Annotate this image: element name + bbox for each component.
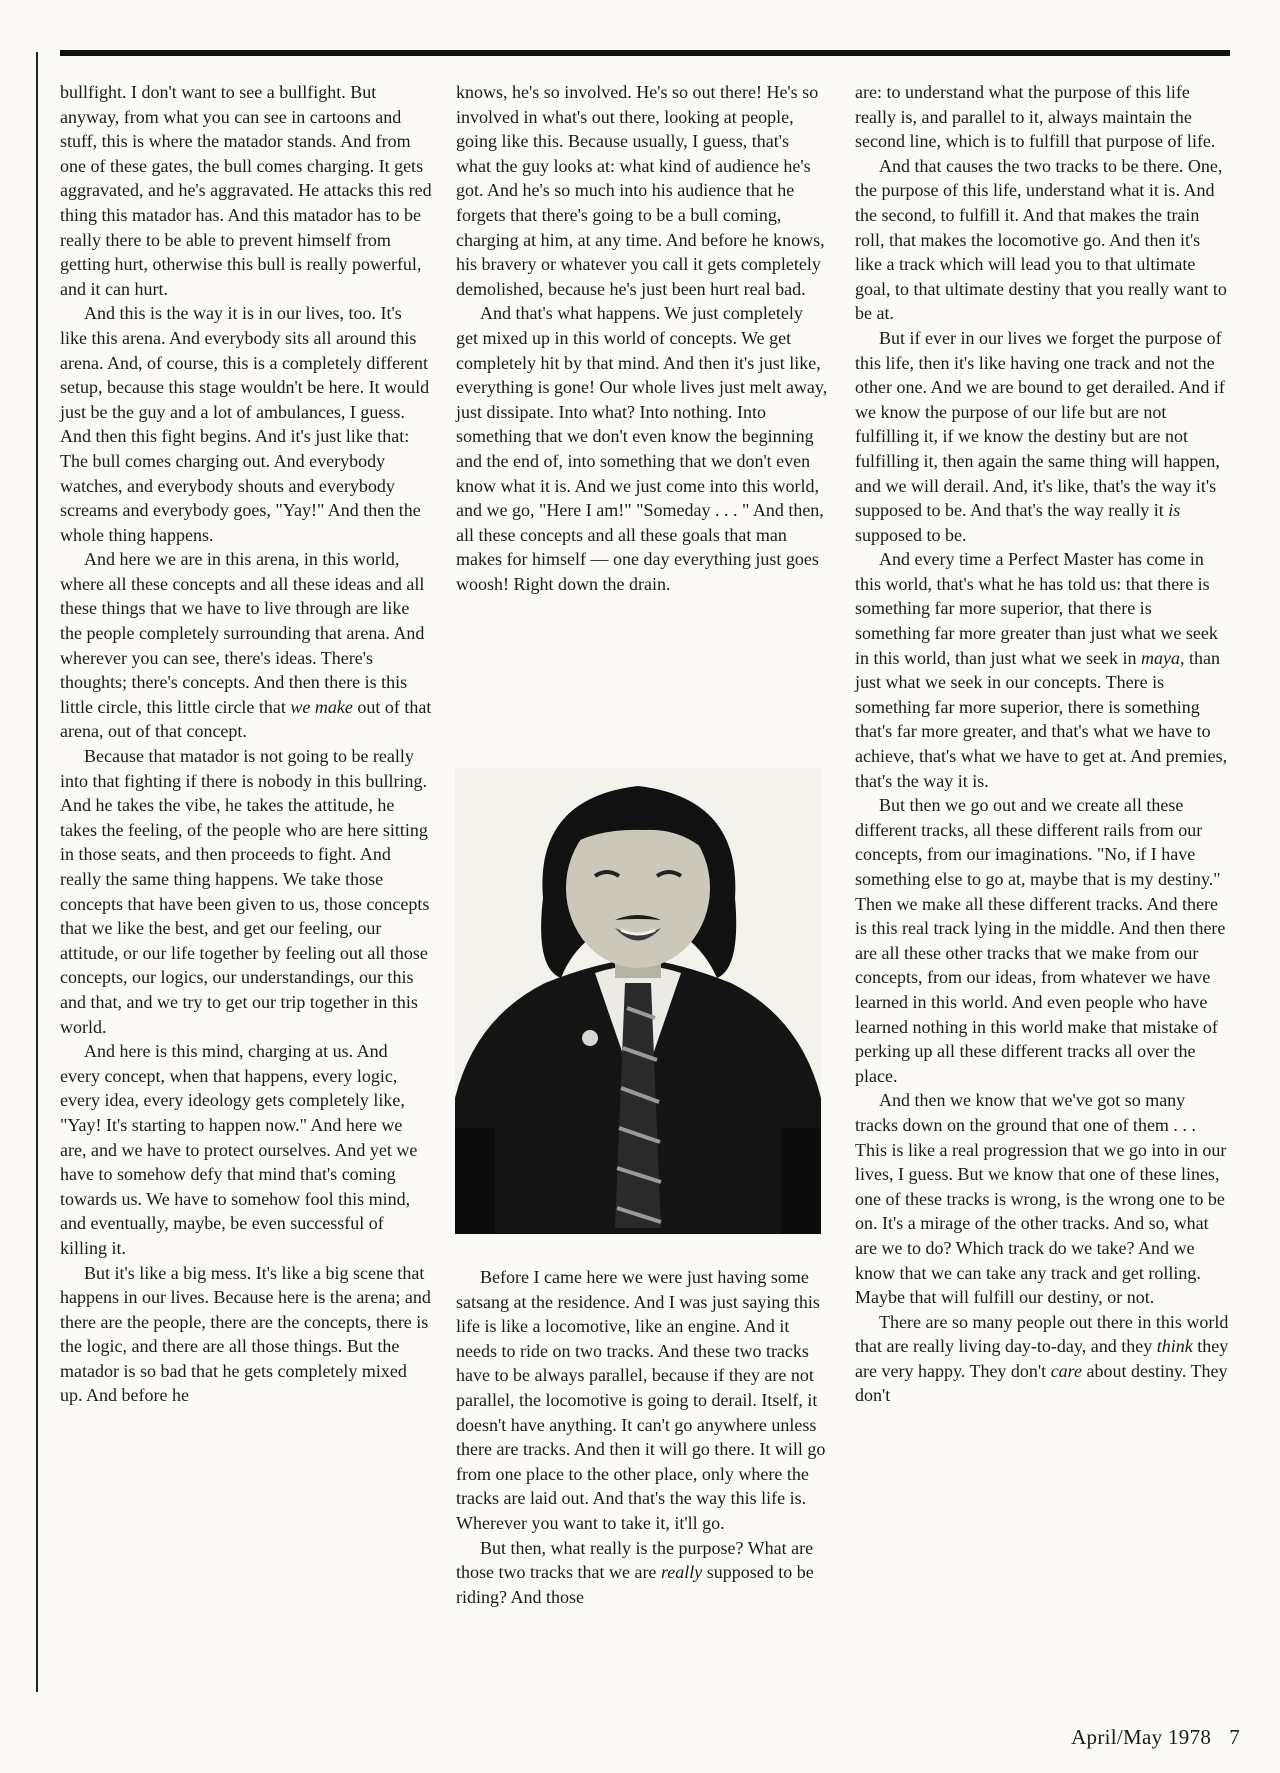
- paragraph: And here is this mind, charging at us. And every concept, when that happens, every logic, every idea, every ideology gets completely like, "Yay! It's starting to happen now." And here we are, and we have to protect ourselves. And yet we have to somehow defy that mind that's coming towards us. We have to somehow fool this mind, and eventually, maybe, be even successful of killing it.: [60, 1041, 418, 1258]
- paragraph: But then we go out and we create all these different tracks, all these different rails from our concepts, from our imaginations. "No, if I have something else to go at, maybe that is my destiny." Then we make all these different tracks. And there is this real track lying in the middle. And then there are all these other tracks that we make from our concepts, from our ideas, from whatever we have learned in this world. And even people who have learned nothing in this world make that mistake of perking up all these different tracks all over the place.: [855, 795, 1226, 1086]
- page-number: 7: [1229, 1725, 1240, 1749]
- paragraph: But if ever in our lives we forget the purpose of this life, then it's like having one track and not the other one. And we are bound to get derailed. And if we know the purpose of our life but are not fulfilling it, if we know the destiny but are not fulfilling it, then again the same thing will happen, and we will derail. And, it's like, that's the way it's supposed to be. And that's the way really it is supposed to be.: [855, 327, 1225, 545]
- paragraph: But then, what really is the purpose? What are those two tracks that we are really supposed to be riding? And those: [456, 1537, 814, 1607]
- column-2-bottom: [456, 1265, 828, 1609]
- emphasis: maya,: [1140, 647, 1185, 668]
- issue-date: April/May 1978: [1071, 1725, 1212, 1749]
- page-footer: [1000, 1725, 1240, 1750]
- emphasis: is: [1168, 500, 1181, 521]
- paragraph: And here we are in this arena, in this world, where all these concepts and all these ideas and all these things that we have to live through are like the people completely surrounding that arena. And wherever you can see, there's ideas. There's thoughts; there's concepts. And then there is this little circle, this little circle that we make out of that arena, out of that concept.: [60, 549, 432, 742]
- top-rule: [60, 50, 1230, 56]
- emphasis: we make: [290, 696, 353, 717]
- paragraph: knows, he's so involved. He's so out there! He's so involved in what's out there, looking at people, going like this. Because usually, I guess, that's what the guy looks at: what kind of audience he's got. And he's so much into his audience that he forgets that there's going to be a bull coming, charging at him, at any time. And before he knows, his bravery or whatever you call it gets completely demolished, because he's just been hurt real bad.: [456, 82, 825, 299]
- paragraph: And then we know that we've got so many tracks down on the ground that one of them . . . This is like a real progression that we go into in our lives, I guess. But we know that one of these lines, one of these tracks is wrong, is the wrong one to be on. It's a mirage of the other tracks. And so, what are we to do? Which track do we take? And we know that we can take any track and get rolling. Maybe that will fulfill our destiny, or not.: [855, 1090, 1227, 1308]
- paragraph: are: to understand what the purpose of this life really is, and parallel to it, always maintain the second line, which is to fulfill that purpose of life.: [855, 82, 1216, 152]
- paragraph: And that causes the two tracks to be there. One, the purpose of this life, understand what it is. And the second, to fulfill it. And that makes the train roll, that makes the locomotive go. And then it's like a track which will lead you to that ultimate goal, to that ultimate destiny that you really want to be at.: [855, 155, 1227, 324]
- emphasis: think: [1156, 1336, 1193, 1357]
- column-2-top: [456, 80, 828, 596]
- column-3: [855, 80, 1230, 1408]
- paragraph: And that's what happens. We just completely get mixed up in this world of concepts. We get completely hit by that mind. And then it's just like, everything is gone! Our whole lives just melt away, just dissipate. Into what? Into nothing. Into something that we don't even know the beginning and the end of, into something that we don't even know what it is. And we just come into this world, and we go, "Here I am!" "Someday . . . " And then, all these concepts and all these goals that man makes for himself — one day everything just goes woosh! Right down the drain.: [456, 303, 828, 594]
- portrait-photo: [455, 768, 821, 1234]
- paragraph: There are so many people out there in this world that are really living day-to-day, and they think they are very happy. They don't care about destiny. They don't: [855, 1311, 1229, 1406]
- paragraph: And this is the way it is in our lives, too. It's like this arena. And everybody sits all around this arena. And, of course, this is a completely different setup, because this stage wouldn't be here. It would just be the guy and a lot of ambulances, I guess. And then this fight begins. And it's just like that: The bull comes charging out. And everybody watches, and everybody shouts and everybody screams and everybody goes, "Yay!" And then the whole thing happens.: [60, 303, 430, 545]
- left-margin-rule: [36, 52, 38, 1692]
- paragraph: And every time a Perfect Master has come in this world, that's what he has told us: that there is something far more superior, that there is something far more greater than just what we seek in this world, than just what we seek in maya, than just what we seek in our concepts. There is something far more superior, there is something that's far more greater, and that's what we have to achieve, that's what we have to get at. And premies, that's the way it is.: [855, 549, 1228, 791]
- paragraph: bullfight. I don't want to see a bullfight. But anyway, from what you can see in cartoons and stuff, this is where the matador stands. And from one of these gates, the bull comes charging. It gets aggravated, and he's aggravated. He attacks this red thing this matador has. And this matador has to be really there to be able to prevent himself from getting hurt, otherwise this bull is really powerful, and it can hurt.: [60, 82, 432, 299]
- paragraph: But it's like a big mess. It's like a big scene that happens in our lives. Because here is the arena; and there are the people, there are the concepts, there is the logic, and there are all those things. But the matador is so bad that he gets completely mixed up. And before he: [60, 1262, 431, 1406]
- emphasis: really: [660, 1562, 703, 1583]
- column-1: [60, 80, 432, 1408]
- paragraph: Before I came here we were just having some satsang at the residence. And I was just saying this life is like a locomotive, like an engine. And it needs to ride on two tracks. And these two tracks have to be always parallel, because if they are not parallel, the locomotive is going to derail. Itself, it doesn't have anything. It can't go anywhere unless there are tracks. And then it will go there. It will go from one place to the other place, only where the tracks are laid out. And that's the way this life is. Wherever you want to take it, it'll go.: [456, 1267, 826, 1533]
- emphasis: care: [1050, 1360, 1083, 1381]
- paragraph: Because that matador is not going to be really into that fighting if there is nobody in this bullring. And he takes the vibe, he takes the attitude, he takes the feeling, of the people who are here sitting in those seats, and then proceeds to fight. And really the same thing happens. We take those concepts that have been given to us, those concepts that we like the best, and get our feeling, our attitude, or our life together by feeling out all those concepts, our logics, our understandings, our this and that, and we try to get our trip together in this world.: [60, 746, 430, 1037]
